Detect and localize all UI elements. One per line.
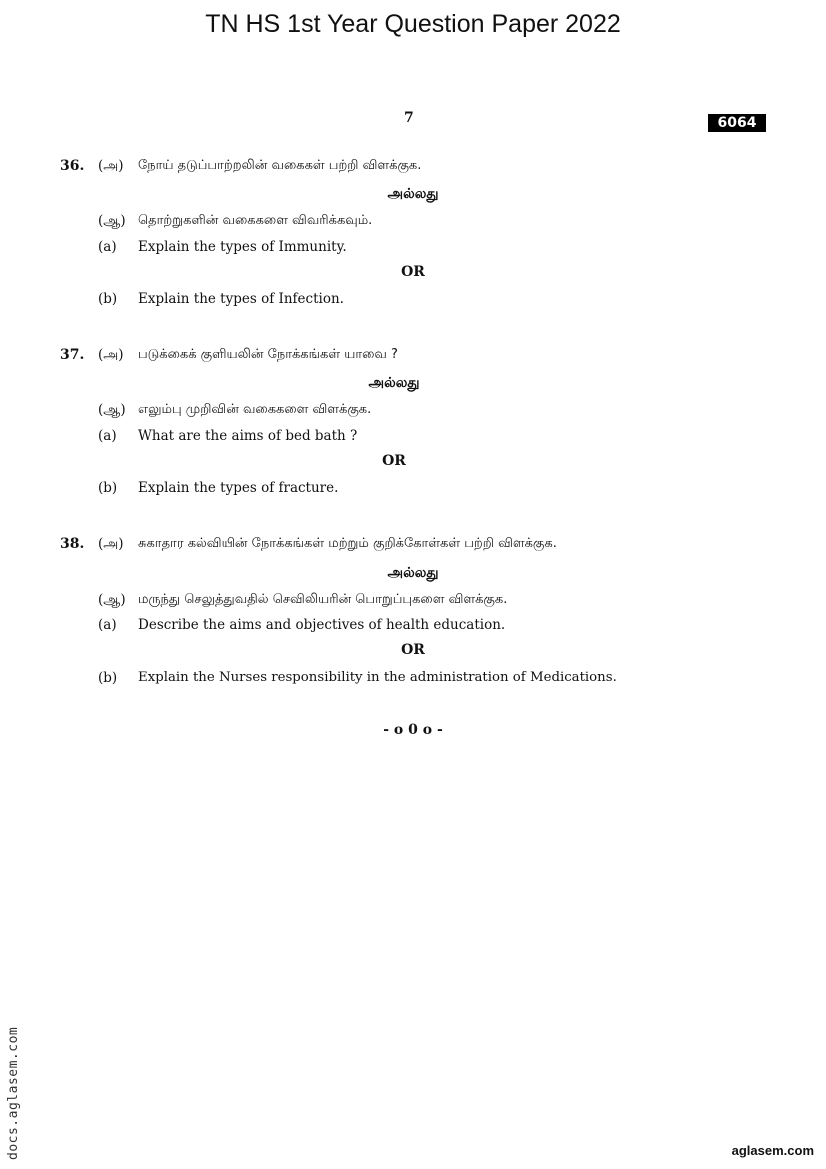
english-option-marker: (a) <box>98 239 117 255</box>
english-question-a: What are the aims of bed bath ? <box>138 428 358 444</box>
tamil-option-marker: (ஆ) <box>98 592 126 608</box>
or-tamil: அல்லது <box>387 186 439 202</box>
or-tamil: அல்லது <box>387 565 439 581</box>
tamil-option-marker: (அ) <box>98 347 124 363</box>
question-number: 37. <box>60 347 85 363</box>
document-title: TN HS 1st Year Question Paper 2022 <box>205 10 621 38</box>
end-of-paper-marker: - o 0 o - <box>383 722 443 738</box>
tamil-option-marker: (ஆ) <box>98 402 126 418</box>
english-option-marker: (b) <box>98 670 118 686</box>
footer-brand: aglasem.com <box>731 1143 814 1158</box>
english-option-marker: (b) <box>98 480 118 496</box>
side-watermark: docs.aglasem.com <box>6 1026 21 1160</box>
tamil-option-marker: (அ) <box>98 158 124 174</box>
english-option-marker: (b) <box>98 291 118 307</box>
english-option-marker: (a) <box>98 617 117 633</box>
english-question-b: Explain the Nurses responsibility in the administration of Medications. <box>138 670 617 685</box>
or-english: OR <box>401 264 425 280</box>
or-english: OR <box>382 453 406 469</box>
tamil-option-marker: (ஆ) <box>98 213 126 229</box>
english-question-a: Explain the types of Immunity. <box>138 239 347 255</box>
or-english: OR <box>401 642 425 658</box>
english-option-marker: (a) <box>98 428 117 444</box>
english-question-a: Describe the aims and objectives of health education. <box>138 617 506 633</box>
tamil-question-a: படுக்கைக் குளியலின் நோக்கங்கள் யாவை ? <box>138 347 398 362</box>
tamil-question-a: சுகாதார கல்வியின் நோக்கங்கள் மற்றும் குறிக்கோள்கள் பற்றி விளக்குக. <box>138 536 557 551</box>
tamil-question-b: மருந்து செலுத்துவதில் செவிலியரின் பொறுப்புகளை விளக்குக. <box>138 592 508 607</box>
tamil-option-marker: (அ) <box>98 536 124 552</box>
or-tamil: அல்லது <box>368 375 420 391</box>
page-number: 7 <box>404 110 414 126</box>
paper-code-badge: 6064 <box>708 114 766 132</box>
tamil-question-b: தொற்றுகளின் வகைகளை விவரிக்கவும். <box>138 213 373 228</box>
question-number: 38. <box>60 536 85 552</box>
english-question-b: Explain the types of fracture. <box>138 480 339 496</box>
tamil-question-b: எலும்பு முறிவின் வகைகளை விளக்குக. <box>138 402 372 417</box>
question-number: 36. <box>60 158 85 174</box>
english-question-b: Explain the types of Infection. <box>138 291 344 307</box>
tamil-question-a: நோய் தடுப்பாற்றலின் வகைகள் பற்றி விளக்குக. <box>138 158 422 173</box>
